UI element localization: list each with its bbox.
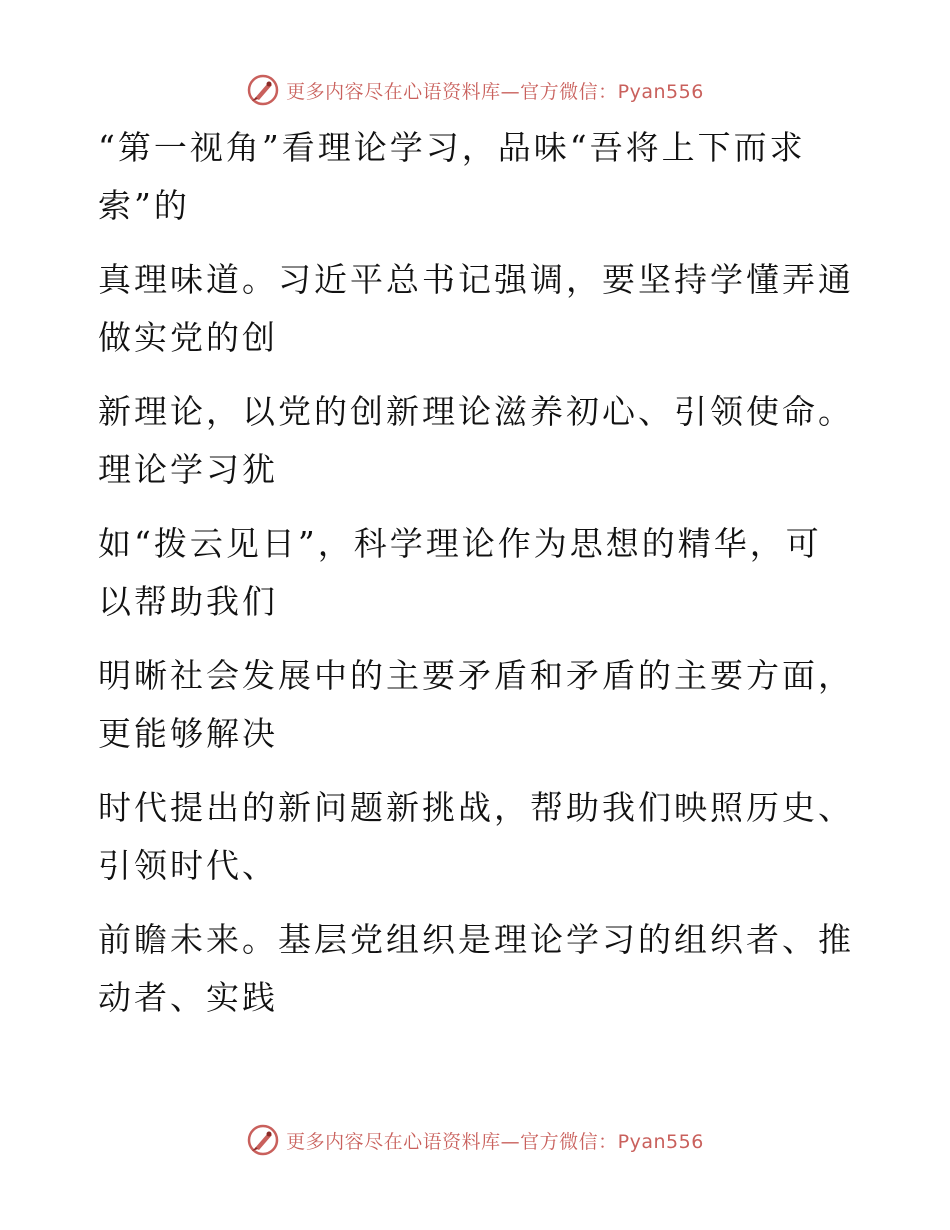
text-line: 前瞻未来。基层党组织是理论学习的组织者、推: [98, 920, 854, 959]
text-line: 动者、实践: [98, 978, 278, 1017]
text-line: 真理味道。习近平总书记强调，要坚持学懂弄通: [98, 260, 854, 299]
text-line: 如“拨云见日”，科学理论作为思想的精华，可: [98, 524, 822, 563]
text-line: 时代提出的新问题新挑战，帮助我们映照历史、: [98, 788, 854, 827]
text-line: 做实党的创: [98, 318, 278, 357]
text-line: 以帮助我们: [98, 582, 278, 621]
text-line: 理论学习犹: [98, 450, 278, 489]
pen-quill-logo-icon: [246, 73, 280, 107]
text-line: 索”的: [98, 186, 190, 225]
text-line: 引领时代、: [98, 846, 278, 885]
header-watermark: [0, 70, 950, 110]
text-line: 新理论，以党的创新理论滋养初心、引领使命。: [98, 392, 854, 431]
text-line: “第一视角”看理论学习，品味“吾将上下而求: [98, 128, 806, 167]
watermark-text: 更多内容尽在心语资料库—官方微信：Pyan556: [286, 80, 704, 103]
text-line: 更能够解决: [98, 714, 278, 753]
watermark-text: 更多内容尽在心语资料库—官方微信：Pyan556: [286, 1130, 704, 1153]
pen-quill-logo-icon: [246, 1123, 280, 1157]
footer-watermark: [0, 1120, 950, 1160]
text-line: 明晰社会发展中的主要矛盾和矛盾的主要方面，: [98, 656, 854, 695]
